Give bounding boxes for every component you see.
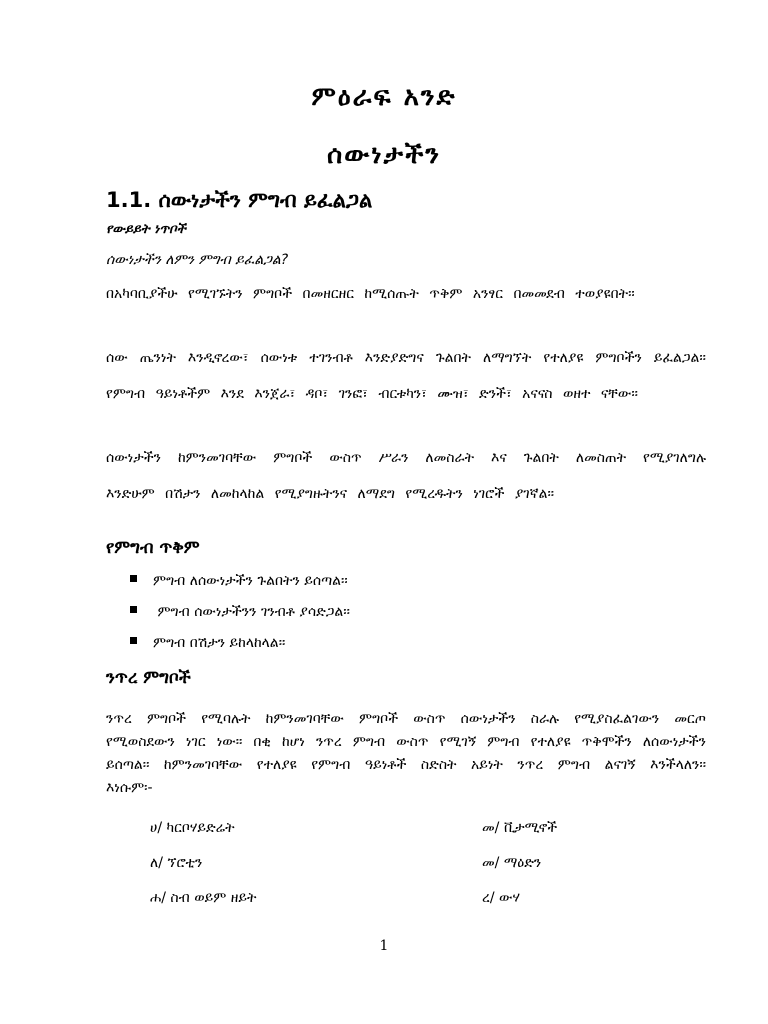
bullet-square-icon <box>130 606 137 613</box>
chapter-title: ምዕራፍ አንድ <box>311 82 457 112</box>
paragraph-4: ንጥረ ምግቦች የሚባሉት ከምንመገባቸው ምግቦች ውስጥ ሰውነታችን ስራሉ የሚያስፈልገውን መርጦ የሚወስደውን ነገር ነው፡፡ በቂ ከሆነ ንጥረ ምግብ ውስጥ የሚገኝ ምግብ የተለያዩ ጥቅሞችን ለሰውነታችን ይሰጣል፡፡ ከምንመገባቸው የተለያዩ የምግብ ዓይነቶች ስድስት አይነት ንጥረ ምግብ ልናገኝ እንችላለን፡፡ እነሱም፡- <box>106 711 706 796</box>
chapter-subtitle: ሰውነታችን <box>326 140 442 170</box>
benefit-heading: የምግብ ጥቅም <box>106 538 200 558</box>
list-item <box>130 596 350 627</box>
section-heading: 1.1. ሰውነታችን ምግብ ይፈልጋል <box>106 188 373 212</box>
nutrient-item: መ/ ቪታሚኖች <box>482 820 558 836</box>
list-item <box>130 565 350 596</box>
discussion-label: የውይይት ነጥቦች <box>106 222 186 237</box>
nutrient-item: ሐ/ ስብ ወይም ዘይት <box>150 890 257 906</box>
benefit-list <box>130 565 350 658</box>
paragraph-3: ሰውነታችን ከምንመገባቸው ምግቦች ውስጥ ሥራን ለመስራት እና ጉልበት ለመስጠት የሚያገለግሉ እንድሁም በሽታን ለመከላከል የሚያግዙትንና ለማደግ የሚረዱትን ነገሮች ያገኛል፡፡ <box>106 450 706 502</box>
paragraph-2: ሰው ጤንነት እንዲኖረው፣ ሰውነቱ ተገንብቶ እንድያድግና ጉልበት ለማግኘት የተለያዩ ምግቦችን ይፈልጋል፡፡ የምግብ ዓይነቶችም እንደ እንጀራ፣ ዳቦ፣ ገንፎ፣ ብርቱካን፣ ሙዝ፣ ድንች፣ አናናስ ወዘተ ናቸው፡፡ <box>106 350 706 402</box>
nutrients-heading: ንጥረ ምግቦች <box>106 668 191 688</box>
nutrient-item: መ/ ማዕድን <box>482 855 542 871</box>
discussion-question: ሰውነታችን ለምን ምግብ ይፈልጋል? <box>106 252 289 268</box>
list-item-text: ምግብ በሽታን ይከላከላል፡፡ <box>153 634 286 651</box>
nutrient-item: ሀ/ ካርቦሃይድሬት <box>150 820 235 836</box>
page-number: 1 <box>379 938 389 954</box>
bullet-square-icon <box>130 637 137 644</box>
nutrient-item: ለ/ ኘሮቲን <box>150 855 203 871</box>
nutrient-item: ረ/ ውሃ <box>482 890 520 906</box>
list-item <box>130 627 350 658</box>
bullet-square-icon <box>130 575 137 582</box>
paragraph-1: በአካባቢያችሁ የሚገኙትን ምግቦች በመዘርዘር ከሚሰጡት ጥቅም አንፃር በመመደብ ተወያዩበት፡፡ <box>106 286 635 302</box>
list-item-text: ምግብ ለሰውነታችን ጉልበትን ይሰጣል፡፡ <box>153 572 348 589</box>
list-item-text: ምግብ ሰውነታችንን ገንብቶ ያሳድጋል፡፡ <box>153 603 350 620</box>
